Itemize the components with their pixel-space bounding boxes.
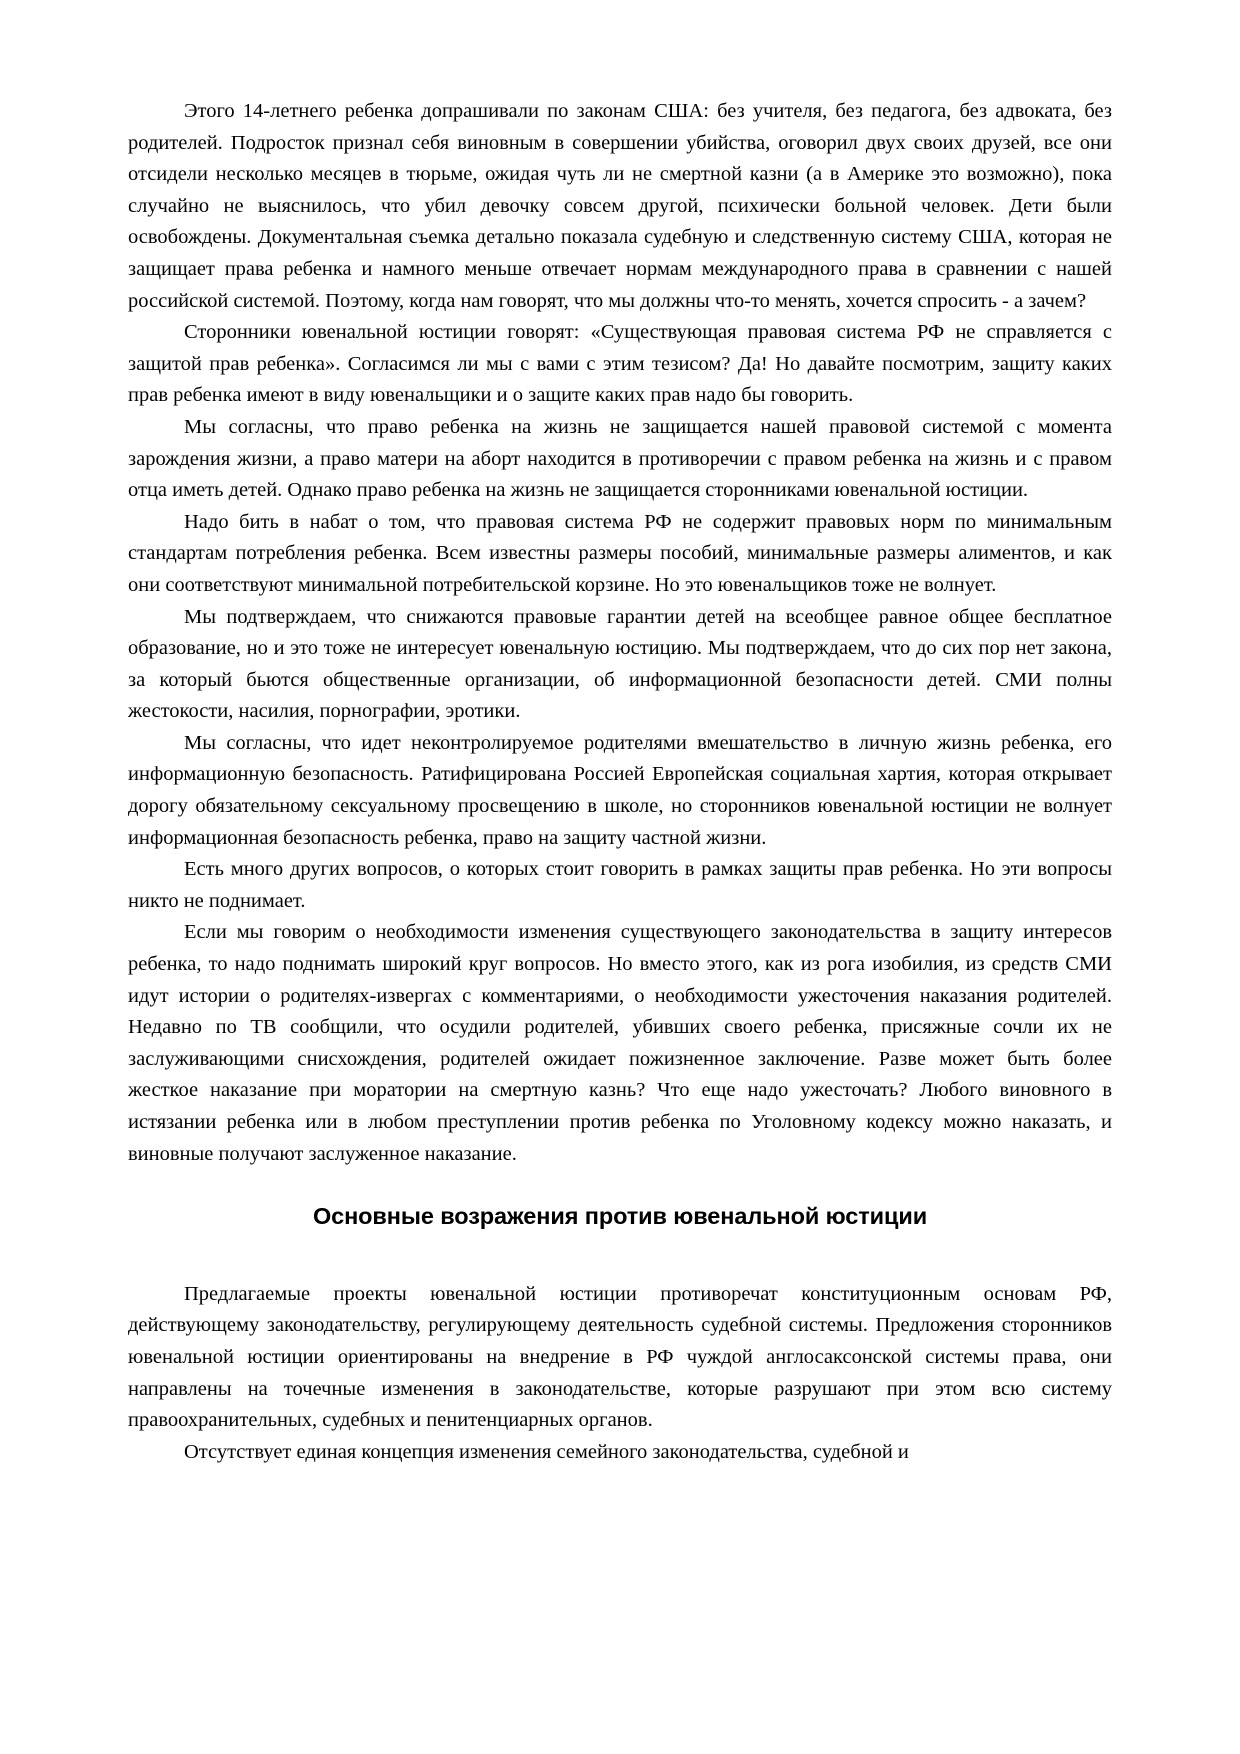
paragraph: Надо бить в набат о том, что правовая система РФ не содержит правовых норм по минимальным стандартам потребления ребенка. Всем известны размеры пособий, минимальные размеры алиментов, и как они соответствуют минимальной потребительской корзине. Но это ювенальщиков тоже не волнует. xyxy=(128,510,1112,596)
paragraph: Мы подтверждаем, что снижаются правовые гарантии детей на всеобщее равное общее бесплатное образование, но и это тоже не интересует ювенальную юстицию. Мы подтверждаем, что до сих пор нет закона, за который бьются общественные организации, об информационной безопасности детей. СМИ полны жестокости, насилия, порнографии, эротики. xyxy=(128,605,1112,723)
heading-spacer-top xyxy=(128,1170,1112,1201)
paragraph: Мы согласны, что право ребенка на жизнь не защищается нашей правовой системой с момента зарождения жизни, а право матери на аборт находится в противоречии с правом ребенка на жизнь и с правом отца иметь детей. Однако право ребенка на жизнь не защищается сторонниками ювенальной юстиции. xyxy=(128,415,1112,502)
paragraph: Предлагаемые проекты ювенальной юстиции противоречат конституционным основам РФ, действующему законодательству, регулирующему деятельность судебной системы. Предложения сторонников ювенальной юстиции ориентированы на внедрение в РФ чуждой англосаксонской системы права, они направлены на точечные изменения в законодательстве, которые разрушают при этом всю систему правоохранительных, судебных и пенитенциарных органов. xyxy=(128,1282,1112,1432)
paragraph: Есть много других вопросов, о которых стоит говорить в рамках защиты прав ребенка. Но эти вопросы никто не поднимает. xyxy=(128,858,1112,912)
heading-spacer-bottom xyxy=(128,1233,1112,1279)
paragraph: Этого 14-летнего ребенка допрашивали по законам США: без учителя, без педагога, без адвоката, без родителей. Подросток признал себя виновным в совершении убийства, оговорил двух своих друзей, все они отсидели несколько месяцев в тюрьме, ожидая чуть ли не смертной казни (а в Америке это возможно), пока случайно не выяснилось, что убил девочку совсем другой, психически больной человек. Дети были освобождены. Документальная съемка детально показала судебную и следственную систему США, которая не защищает права ребенка и намного меньше отвечает нормам международного права в сравнении с нашей российской системой. Поэтому, когда нам говорят, что мы должны что-то менять, хочется спросить - а зачем? xyxy=(128,100,1112,312)
paragraph: Мы согласны, что идет неконтролируемое родителями вмешательство в личную жизнь ребенка, его информационную безопасность. Ратифицирована Россией Европейская социальная хартия, которая открывает дорогу обязательному сексуальному просвещению в школе, но сторонников ювенальной юстиции не волнует информационная безопасность ребенка, право на защиту частной жизни. xyxy=(128,731,1112,849)
document-body xyxy=(128,96,1112,1468)
paragraph: Отсутствует единая концепция изменения семейного законодательства, судебной и xyxy=(184,1440,909,1463)
paragraph: Если мы говорим о необходимости изменения существующего законодательства в защиту интересов ребенка, то надо поднимать широкий круг вопросов. Но вместо этого, как из рога изобилия, из средств СМИ идут истории о родителях-извергах с комментариями, о необходимости ужесточения наказания родителей. Недавно по ТВ сообщили, что осудили родителей, убивших своего ребенка, присяжные сочли их не заслуживающими снисхождения, родителей ожидает пожизненное заключение. Разве может быть более жесткое наказание при моратории на смертную казнь? Что еще надо ужесточать? Любого виновного в истязании ребенка или в любом преступлении против ребенка по Уголовному кодексу можно наказать, и виновные получают заслуженное наказание. xyxy=(128,921,1112,1165)
paragraph: Сторонники ювенальной юстиции говорят: «Существующая правовая система РФ не справляется с защитой прав ребенка». Согласимся ли мы с вами с этим тезисом? Да! Но давайте посмотрим, защиту каких прав ребенка имеют в виду ювенальщики и о защите каких прав надо бы говорить. xyxy=(128,321,1112,407)
section-heading: Основные возражения против ювенальной юстиции xyxy=(312,1203,928,1230)
